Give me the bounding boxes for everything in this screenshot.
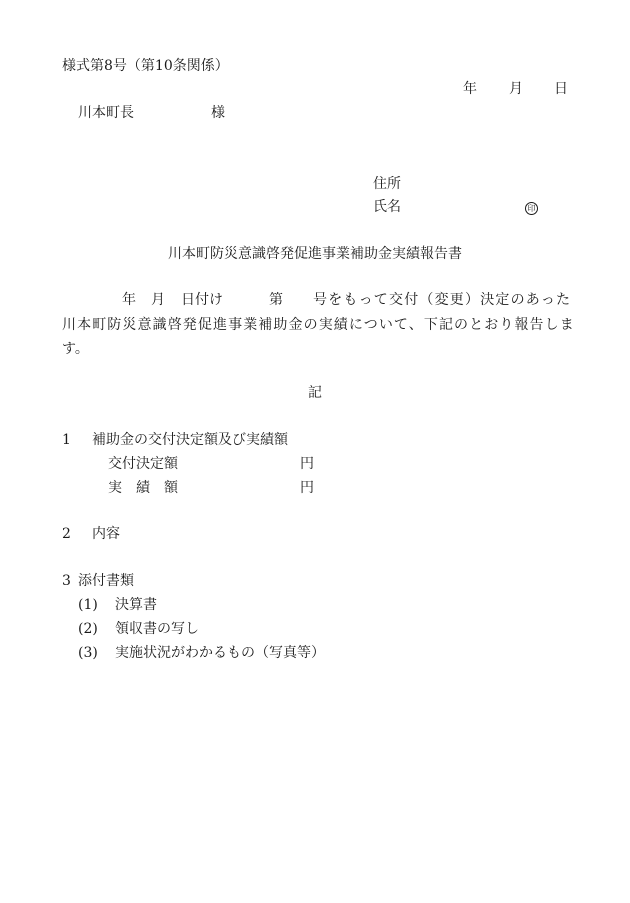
addressee-name: 川本町長 [78, 105, 134, 121]
body-year: 年 [122, 292, 136, 308]
attachment-item [78, 644, 98, 662]
body-line2: 川本町防災意識啓発促進事業補助金の実績について、下記のとおり報告しま [62, 317, 575, 333]
attachment-item-number: (1) [78, 597, 98, 613]
attachment-item-text: 実施状況がわかるもの（写真等） [115, 645, 325, 661]
body-day: 日付け [181, 292, 223, 308]
decided-amount-unit: 円 [300, 456, 314, 472]
attachment-item-number: (3) [78, 645, 98, 661]
date-year: 年 [463, 81, 477, 97]
address-label: 住所 [373, 176, 401, 192]
document-title: 川本町防災意識啓発促進事業補助金実績報告書 [168, 246, 462, 262]
decided-amount-label: 交付決定額 [108, 456, 178, 472]
body-line3: す。 [62, 341, 89, 357]
seal-icon: 印 [525, 202, 538, 215]
form-number: 様式第8号（第10条関係） [62, 58, 229, 74]
actual-amount-label: 実 績 額 [108, 480, 178, 496]
section3-number: 3 [62, 573, 71, 589]
attachment-item [78, 620, 98, 638]
ki-heading: 記 [308, 385, 322, 401]
section2-heading: 内容 [92, 526, 120, 542]
body-month: 月 [151, 292, 165, 308]
date-day: 日 [554, 81, 568, 97]
addressee-honorific: 様 [211, 105, 225, 121]
section1-heading: 補助金の交付決定額及び実績額 [92, 432, 288, 448]
attachment-item-text: 決算書 [115, 597, 157, 613]
date-month: 月 [509, 81, 523, 97]
attachment-item-text: 領収書の写し [115, 621, 199, 637]
section3-heading: 添付書類 [78, 573, 134, 589]
seal-mark [525, 198, 538, 216]
body-number-prefix: 第 [269, 292, 283, 308]
name-label: 氏名 [373, 199, 401, 215]
section1-number: 1 [62, 432, 71, 448]
section2-number: 2 [62, 526, 71, 542]
body-line1-rest: 号をもって交付（変更）決定のあった [313, 292, 572, 308]
attachment-item-number: (2) [78, 621, 98, 637]
attachment-item [78, 596, 98, 614]
actual-amount-unit: 円 [300, 480, 314, 496]
